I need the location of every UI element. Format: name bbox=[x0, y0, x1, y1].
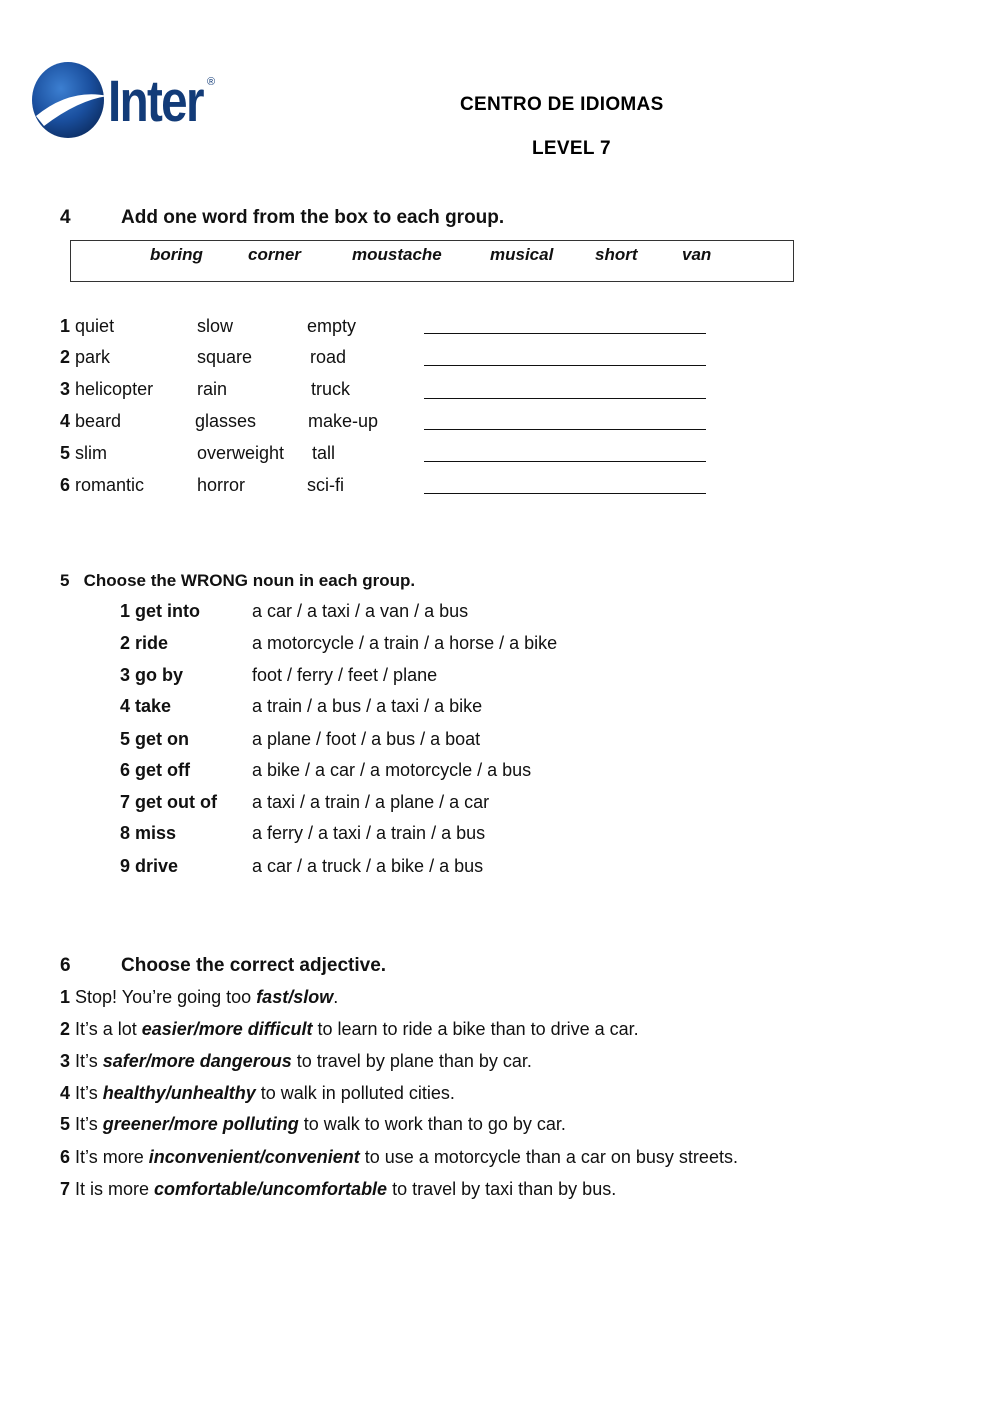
group-row bbox=[60, 316, 114, 337]
box-word: musical bbox=[490, 245, 554, 264]
ex6-sentence bbox=[60, 1083, 455, 1104]
ex6-sentence bbox=[60, 1147, 738, 1168]
sentence-text: It is more bbox=[75, 1179, 155, 1199]
registered-mark: ® bbox=[207, 76, 216, 88]
group-word: rain bbox=[197, 379, 228, 399]
answer-blank[interactable] bbox=[424, 429, 706, 430]
sentence-number: 4 bbox=[60, 1083, 71, 1103]
adjective-choice[interactable]: comfortable/uncomfortable bbox=[154, 1179, 388, 1199]
sentence-text: to use a motorcycle than a car on busy streets. bbox=[359, 1147, 738, 1167]
group-number: 6 bbox=[60, 475, 71, 495]
ex5-options[interactable]: a car / a taxi / a van / a bus bbox=[252, 601, 469, 621]
ex5-verb: 5 get on bbox=[120, 729, 190, 749]
ex6-sentence bbox=[60, 1179, 616, 1200]
ex6-number: 6 bbox=[60, 955, 71, 976]
sentence-text: It’s a lot bbox=[75, 1019, 142, 1039]
box-word: moustache bbox=[352, 245, 442, 264]
globe-icon bbox=[30, 58, 110, 142]
ex5-heading bbox=[60, 571, 415, 591]
sentence-text: It’s bbox=[75, 1083, 103, 1103]
ex5-options[interactable]: foot / ferry / feet / plane bbox=[252, 665, 438, 685]
level-title: LEVEL 7 bbox=[532, 138, 611, 159]
sentence-number: 2 bbox=[60, 1019, 71, 1039]
ex5-options[interactable]: a ferry / a taxi / a train / a bus bbox=[252, 823, 486, 843]
group-word: truck bbox=[311, 379, 351, 399]
adjective-choice[interactable]: inconvenient/convenient bbox=[148, 1147, 360, 1167]
sentence-text: It’s bbox=[75, 1051, 103, 1071]
sentence-number: 3 bbox=[60, 1051, 71, 1071]
answer-blank[interactable] bbox=[424, 461, 706, 462]
group-row bbox=[60, 443, 107, 464]
inter-logo bbox=[30, 58, 230, 142]
sentence-number: 1 bbox=[60, 987, 71, 1007]
school-title: CENTRO DE IDIOMAS bbox=[460, 94, 664, 115]
sentence-text: It’s bbox=[75, 1114, 103, 1134]
group-row bbox=[60, 379, 153, 400]
group-row bbox=[60, 411, 121, 432]
group-word: slow bbox=[197, 316, 234, 336]
sentence-text: to walk to work than to go by car. bbox=[298, 1114, 566, 1134]
adjective-choice[interactable]: safer/more dangerous bbox=[102, 1051, 292, 1071]
ex5-verb: 2 ride bbox=[120, 633, 169, 653]
group-word: make-up bbox=[308, 411, 379, 431]
group-word: horror bbox=[197, 475, 246, 495]
sentence-number: 7 bbox=[60, 1179, 71, 1199]
sentence-text: to travel by taxi than by bus. bbox=[387, 1179, 617, 1199]
ex6-sentence bbox=[60, 1114, 566, 1135]
ex5-verb: 7 get out of bbox=[120, 792, 217, 812]
group-row bbox=[60, 475, 144, 496]
group-word: overweight bbox=[197, 443, 285, 463]
group-word: beard bbox=[75, 411, 122, 431]
ex5-instruction: Choose the WRONG noun in each group. bbox=[83, 571, 416, 590]
group-word: tall bbox=[312, 443, 336, 463]
group-word: glasses bbox=[195, 411, 257, 431]
sentence-text: Stop! You’re going too bbox=[75, 987, 257, 1007]
sentence-text: to walk in polluted cities. bbox=[255, 1083, 455, 1103]
sentence-number: 5 bbox=[60, 1114, 71, 1134]
answer-blank[interactable] bbox=[424, 398, 706, 399]
sentence-number: 6 bbox=[60, 1147, 71, 1167]
group-word: quiet bbox=[75, 316, 115, 336]
group-number: 2 bbox=[60, 347, 71, 367]
ex5-options[interactable]: a bike / a car / a motorcycle / a bus bbox=[252, 760, 532, 780]
adjective-choice[interactable]: greener/more polluting bbox=[102, 1114, 299, 1134]
adjective-choice[interactable]: fast/slow bbox=[256, 987, 334, 1007]
ex5-verb: 4 take bbox=[120, 696, 172, 716]
group-number: 3 bbox=[60, 379, 71, 399]
ex5-options[interactable]: a train / a bus / a taxi / a bike bbox=[252, 696, 483, 716]
group-word: helicopter bbox=[75, 379, 154, 399]
ex5-verb: 3 go by bbox=[120, 665, 184, 685]
group-number: 1 bbox=[60, 316, 71, 336]
ex6-sentence bbox=[60, 987, 338, 1008]
ex6-sentence bbox=[60, 1051, 532, 1072]
ex5-verb: 6 get off bbox=[120, 760, 190, 780]
ex6-sentence bbox=[60, 1019, 639, 1040]
ex5-number: 5 bbox=[60, 571, 70, 590]
group-word: romantic bbox=[75, 475, 145, 495]
box-word: van bbox=[682, 245, 712, 264]
ex5-verb: 8 miss bbox=[120, 823, 177, 843]
group-word: road bbox=[310, 347, 347, 367]
box-word: corner bbox=[248, 245, 301, 264]
ex5-options[interactable]: a taxi / a train / a plane / a car bbox=[252, 792, 490, 812]
ex4-instruction: Add one word from the box to each group. bbox=[121, 207, 505, 228]
adjective-choice[interactable]: easier/more difficult bbox=[141, 1019, 313, 1039]
answer-blank[interactable] bbox=[424, 365, 706, 366]
ex5-options[interactable]: a car / a truck / a bike / a bus bbox=[252, 856, 484, 876]
sentence-text: . bbox=[333, 987, 339, 1007]
group-number: 5 bbox=[60, 443, 71, 463]
sentence-text: to travel by plane than by car. bbox=[291, 1051, 532, 1071]
box-word: boring bbox=[150, 245, 203, 264]
answer-blank[interactable] bbox=[424, 333, 706, 334]
group-word: sci-fi bbox=[307, 475, 344, 495]
group-number: 4 bbox=[60, 411, 71, 431]
ex6-instruction: Choose the correct adjective. bbox=[121, 955, 387, 976]
group-word: slim bbox=[75, 443, 108, 463]
answer-blank[interactable] bbox=[424, 493, 706, 494]
ex5-options[interactable]: a plane / foot / a bus / a boat bbox=[252, 729, 481, 749]
sentence-text: It’s more bbox=[75, 1147, 149, 1167]
adjective-choice[interactable]: healthy/unhealthy bbox=[102, 1083, 256, 1103]
box-word: short bbox=[595, 245, 638, 264]
ex5-options[interactable]: a motorcycle / a train / a horse / a bike bbox=[252, 633, 558, 653]
group-word: empty bbox=[307, 316, 357, 336]
ex4-number: 4 bbox=[60, 207, 71, 228]
group-word: park bbox=[75, 347, 111, 367]
logo-wordmark: Inter bbox=[108, 69, 203, 134]
ex5-verb: 9 drive bbox=[120, 856, 179, 876]
sentence-text: to learn to ride a bike than to drive a car. bbox=[312, 1019, 639, 1039]
group-row bbox=[60, 347, 110, 368]
ex5-verb: 1 get into bbox=[120, 601, 200, 621]
group-word: square bbox=[197, 347, 253, 367]
